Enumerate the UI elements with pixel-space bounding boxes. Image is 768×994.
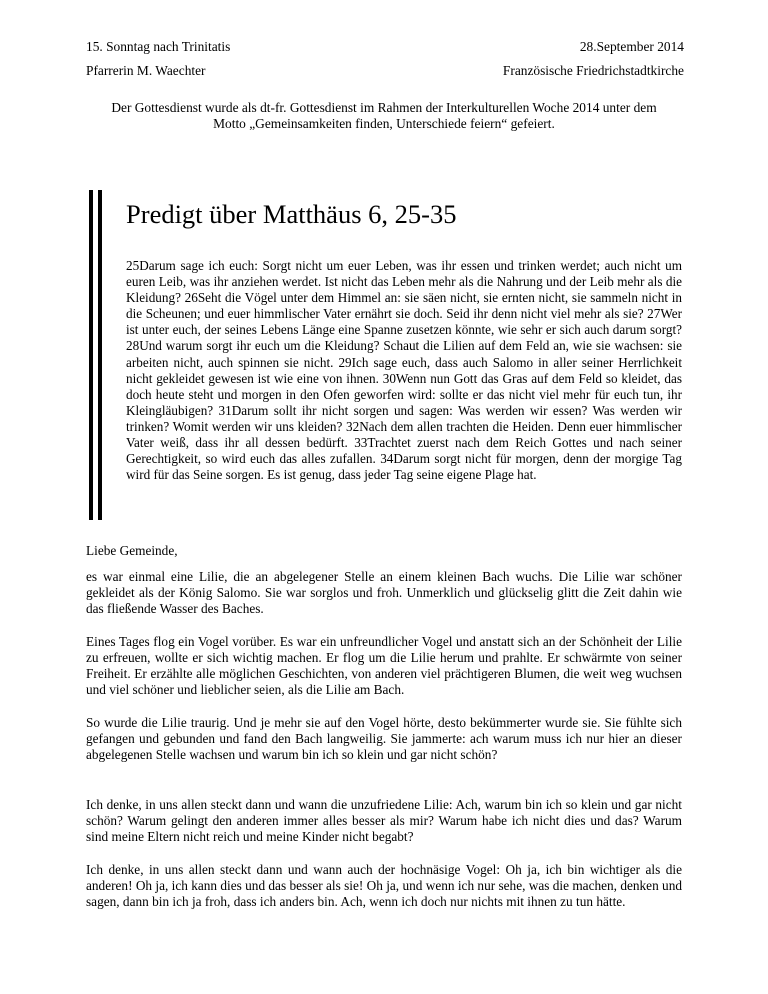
service-note: Der Gottesdienst wurde als dt-fr. Gottesdienst im Rahmen der Interkulturellen Woche 2014 unter dem Motto „Gemeinsamkeiten finden, Unterschiede feiern“ gefeiert. — [111, 100, 657, 131]
header-preacher: Pfarrerin M. Waechter — [86, 63, 206, 78]
decorative-bar-right — [98, 190, 102, 520]
salutation: Liebe Gemeinde, — [86, 543, 178, 558]
scripture-text: 25Darum sage ich euch: Sorgt nicht um euer Leben, was ihr essen und trinken werdet; auch nicht um euren Leib, was ihr anziehen werdet. Ist nicht das Leben mehr als die Nahrung und der Leib mehr als die Kleidung? 26Seht die Vögel unter dem Himmel an: sie säen nicht, sie ernten nicht, sie sammeln nicht in die Scheunen; und euer himmlischer Vater ernährt sie doch. Seid ihr denn nicht viel mehr als sie? 27Wer ist unter euch, der seines Lebens Länge eine Spanne zusetzen könnte, wie sehr er sich auch darum sorgt? 28Und warum sorgt ihr euch um die Kleidung? Schaut die Lilien auf dem Feld an, wie sie wachsen: sie arbeiten nicht, auch spinnen sie nicht. 29Ich sage euch, dass auch Salomo in aller seiner Herrlichkeit nicht gekleidet gewesen ist wie eine von ihnen. 30Wenn nun Gott das Gras auf dem Feld so kleidet, das doch heute steht und morgen in den Ofen geworfen wird: sollte er das nicht viel mehr für euch tun, ihr Kleingläubigen? 31Darum sollt ihr nicht sorgen und sagen: Was werden wir essen? Was werden wir trinken? Womit werden wir uns kleiden? 32Nach dem allen trachten die Heiden. Denn euer himmlischer Vater weiß, dass ihr all dessen bedürft. 33Trachtet zuerst nach dem Reich Gottes und nach seiner Gerechtigkeit, so wird euch das alles zufallen. 34Darum sorgt nicht für morgen, denn der morgige Tag wird für das Seine sorgen. Es ist genug, dass jeder Tag seine eigene Plage hat. — [126, 258, 682, 483]
header-church: Französische Friedrichstadtkirche — [502, 63, 684, 78]
decorative-bar-left — [89, 190, 93, 520]
paragraph-2: Eines Tages flog ein Vogel vorüber. Es war ein unfreundlicher Vogel und anstatt sich an der Schönheit der Lilie zu erfreuen, wollte er sich wichtig machen. Er flog um die Lilie herum und prahlte. Er schwärmte von seiner Freiheit. Er erzählte alle möglichen Geschichten, von anderen viel prächtigeren Blumen, die weit weg wuchsen und viel schöner und lieblicher seien, als die Lilie am Bach. — [86, 634, 682, 698]
paragraph-5: Ich denke, in uns allen steckt dann und wann auch der hochnäsige Vogel: Oh ja, ich bin wichtiger als die anderen! Oh ja, ich kann dies und das besser als sie! Oh ja, und wenn ich nur sehe, was die machen, denken und sagen, dann bin ich ja froh, dass ich anders bin. Ach, wenn ich doch nur nichts mit ihnen zu tun hätte. — [86, 862, 682, 910]
header-date: 28.September 2014 — [579, 39, 684, 54]
paragraph-4: Ich denke, in uns allen steckt dann und wann die unzufriedene Lilie: Ach, warum bin ich so klein und gar nicht schön? Warum gelingt den anderen immer alles besser als mir? Warum habe ich nicht dies und das? Warum sind meine Eltern nicht reich und meine Kinder nicht begabt? — [86, 797, 682, 845]
sermon-title: Predigt über Matthäus 6, 25-35 — [126, 199, 457, 229]
paragraph-1: es war einmal eine Lilie, die an abgelegener Stelle an einem kleinen Bach wuchs. Die Lilie war schöner gekleidet als der König Salomo. Sie war sorglos und froh. Unmerklich und glückselig glitt die Zeit dahin wie das fließende Wasser des Baches. — [86, 569, 682, 617]
header-occasion: 15. Sonntag nach Trinitatis — [86, 39, 231, 54]
paragraph-3: So wurde die Lilie traurig. Und je mehr sie auf den Vogel hörte, desto bekümmerter wurde sie. Sie fühlte sich gefangen und gebunden und fand den Bach langweilig. Sie jammerte: ach warum muss ich nur hier an dieser abgelegenen Stelle wachsen und warum bin ich so klein und gar nicht schön? — [86, 715, 682, 763]
